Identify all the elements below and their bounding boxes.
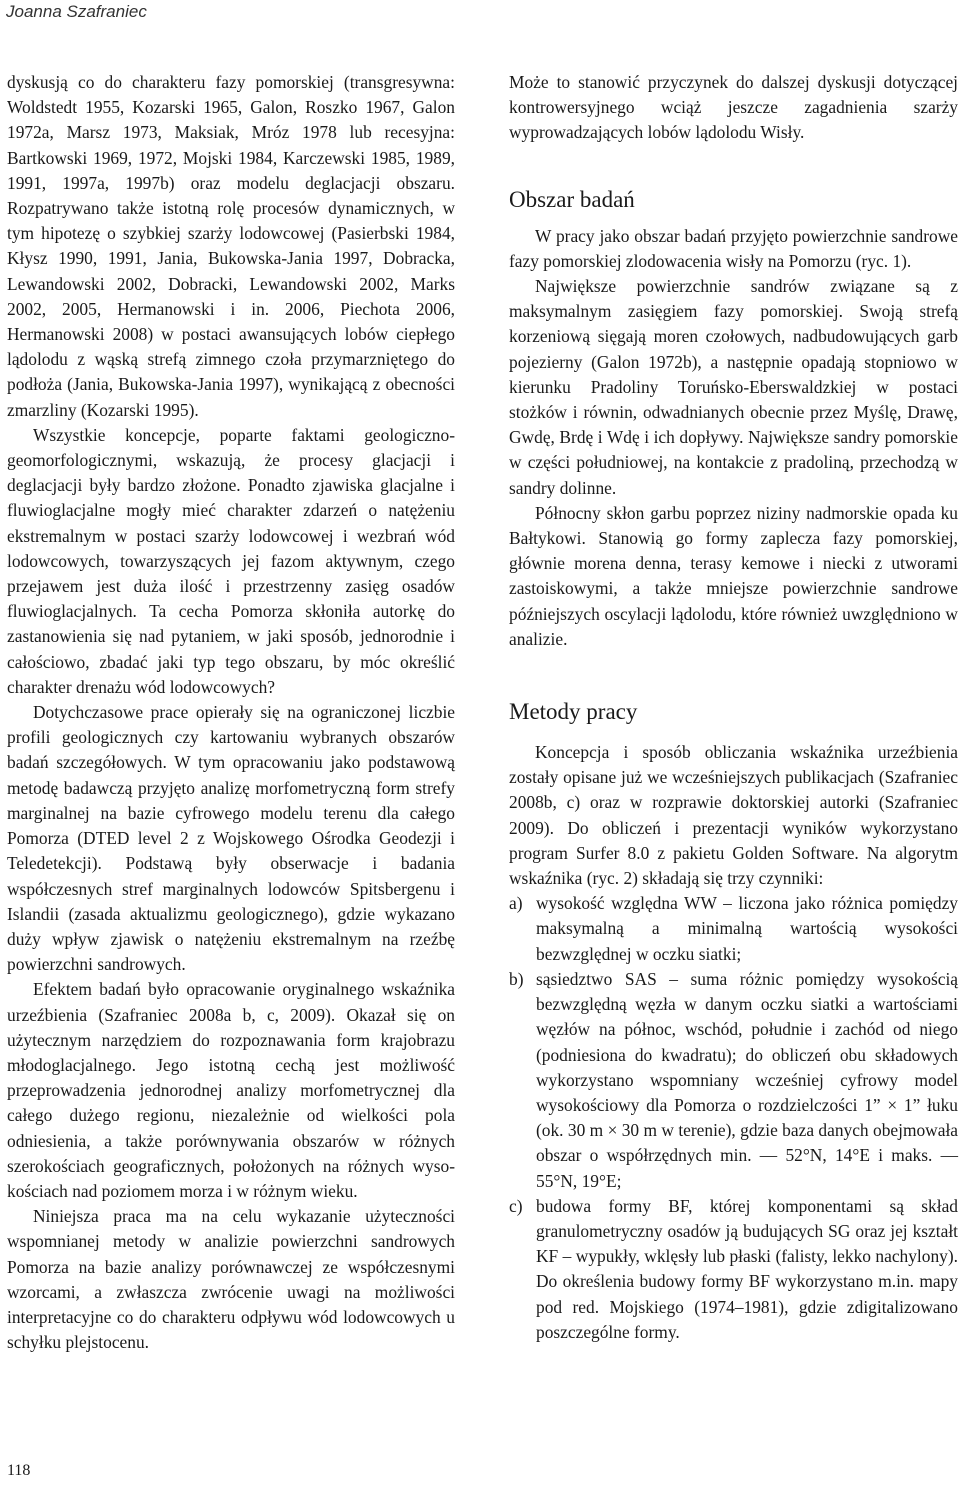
list-text: sąsiedztwo SAS – suma różnic pomiędzy wysokością bezwzględną węzła w danym oczku siatki a wartościami węzłów na północ, wschód, południe i zachód od niego (podniesiona do kwadratu); do obliczeń obu składowych wykorzystano wspomniany wcześniej cyfrowy model wysokościowy dla Pomorza o rozdzielczości 1” × 1” łuku (ok. 30 m × 30 m w terenie), gdzie baza danych obejmowała obszar o współrzędnych min. — 52°N, 14°E i maks. — 55°N, 19°E;	[536, 968, 958, 1191]
list-marker: c)	[509, 1195, 523, 1216]
running-header-author: Joanna Szafraniec	[6, 2, 147, 21]
section-heading-obszar-badan: Obszar badań	[509, 186, 635, 212]
paragraph: Północny skłon garbu poprzez niziny nadmorskie opada ku Bałtykowi. Stanowią go formy zaplecza fazy pomorskiej, głównie morena denna, terasy kemowe i niecki z utworami zastoiskowymi, a także mniejsze powierzchnie sandrowe późniejszych oscylacji lądolodu, które również uwzględniono w analizie.	[509, 502, 958, 649]
list-item	[509, 967, 958, 1194]
right-column	[509, 70, 958, 1345]
paragraph: W pracy jako obszar badań przyjęto powierzchnie sandrowe fazy pomorskiej zlodowacenia wisły na Pomorzu (ryc. 1).	[509, 225, 958, 271]
list-item	[509, 1194, 958, 1345]
paragraph: Może to stanowić przyczynek do dalszej dyskusji dotyczącej kontrowersyjnego wciąż jeszcze zagadnienia szarży wyprowadzających lobów lądolodu Wisły.	[509, 72, 958, 143]
left-column	[7, 70, 455, 1355]
paragraph: Wszystkie koncepcje, poparte faktami geologiczno-geomorfologicznymi, wskazują, że procesy glacjacji i deglacjacji były bardzo złożone. Ponadto zjawiska glacjalne i fluwioglacjalne mogły mieć charakter zdarzeń o natężeniu ekstremalnym w postaci szarży lodowcowej i wezbrań wód lodowcowych, towarzyszących jej fazom aktywnym, czego przejawem jest duża ilość i przestrzenny zasięg osadów fluwioglacjalnych. Ta cecha Pomorza skłoniła autorkę do zastanowienia się nad pytaniem, w jaki sposób, jednorodnie i całościowo, zbadać jaki typ tego obszaru, by móc określić charakter drenażu wód lodowcowych?	[7, 424, 455, 697]
paragraph: Niniejsza praca ma na celu wykazanie użyteczności wspomnianej metody w analizie powierzchni sandrowych Pomorza na bazie analizy porównawczej ze współczesnymi wzorcami, a zwłaszcza zwrócenie uwagi na możliwości interpretacyjne co do charakteru odpływu wód lodowcowych u schyłku plejstocenu.	[7, 1206, 455, 1353]
list-item	[509, 891, 958, 967]
paragraph: dyskusją co do charakteru fazy pomorskiej (transgresywna: Woldstedt 1955, Kozarski 1965, Galon, Roszko 1967, Galon 1972a, Marsz 1973, Maksiak, Mróz 1978 lub recesyjna: Bartkowski 1969, 1972, Mojski 1984, Karczewski 1985, 1989, 1991, 1997a, 1997b) oraz modelu deglacjacji obszaru. Rozpatrywano także istotną rolę procesów dynamicznych, w tym hipotezę o szybkiej szarży lodowcowej (Pasierbski 1984, Kłysz 1990, 1991, Jania, Bukowska-Jania 1997, Dobracka, Lewandowski 2002, Dobracki, Lewandowski 2002, Marks 2002, 2005, Hermanowski i in. 2006, Piechota 2006, Hermanowski 2008) w postaci awansujących lobów ciepłego lądolodu z wąską strefą zimnego czoła przymarzniętego do podłoża (Jania, Bukowska-Jania 1997), wynikającą z obecności zmarzliny (Kozarski 1995).	[7, 72, 455, 420]
page-number: 118	[7, 1462, 31, 1479]
paragraph: Efektem badań było opracowanie oryginalnego wskaźnika urzeźbienia (Szafraniec 2008a b, c, 2009). Okazał się on użytecznym narzędziem do rozpoznawania form krajobrazu młodoglacjalnego. Jego istotną cechą jest możliwość przeprowadzenia jednorodnej analizy morfometrycznej dla całego dużego regionu, niezależnie od wielkości pola odniesienia, a także porównywania obszarów w różnych szerokościach geograficznych, położonych na różnych wysokościach nad poziomem morza i w różnym wieku.	[7, 979, 455, 1201]
paragraph: Największe powierzchnie sandrów związane są z maksymalnym zasięgiem fazy pomorskiej. Swoją strefą korzeniową sięgają moren czołowych, nadbudowujących garb pojezierny (Galon 1972b), a następnie opadają stopniowo w kierunku Pradoliny Toruńsko-Eberswaldzkiej w postaci stożków i równin, odwadnianych obecnie przez Myślę, Drawę, Gwdę, Brdę i Wdę i ich dopływy. Największe sandry pomorskie w części południowej, na kontakcie z pradoliną, przechodzą w sandry dolinne.	[509, 276, 958, 498]
list-marker: b)	[509, 968, 524, 989]
factor-list	[509, 891, 958, 1345]
list-text: budowa formy BF, której komponentami są skład granulometryczny osadów ją budujących SG oraz jej kształt KF – wypukły, wklęsły lub płaski (falisty, lekko nachylony). Do określenia budowy formy BF wykorzystano m.in. mapy pod red. Mojskiego (1974–1981), gdzie zdigitalizowano poszczególne formy.	[536, 1195, 958, 1342]
paragraph: Koncepcja i sposób obliczania wskaźnika urzeźbienia zostały opisane już we wcześniejszych publikacjach (Szafraniec 2008b, c) oraz w rozprawie doktorskiej autorki (Szafraniec 2009). Do obliczeń i prezentacji wyników wykorzystano program Surfer 8.0 z pakietu Golden Software. Na algorytm wskaźnika (ryc. 2) składają się trzy czynniki:	[509, 742, 958, 889]
list-marker: a)	[509, 893, 523, 914]
section-heading-metody-pracy: Metody pracy	[509, 699, 638, 725]
paragraph: Dotychczasowe prace opierały się na ograniczonej liczbie profili geologicznych czy kartowaniu wybranych obszarów badań szczegółowych. W tym opracowaniu jako podstawową metodę badawczą przyjęto analizę morfometryczną form strefy marginalnej na bazie cyfrowego modelu terenu dla całego Pomorza (DTED level 2 z Wojskowego Ośrodka Geodezji i Teledetekcji). Podstawą były obserwacje i badania współczesnych stref marginalnych lodowców Spitsbergenu i Islandii (zasada aktualizmu geologicznego), gdzie wykazano duży wpływ zjawisk o natężeniu ekstremalnym na rzeźbę powierzchni sandrowych.	[7, 702, 455, 975]
list-text: wysokość względna WW – liczona jako różnica pomiędzy maksymalną a minimalną wartością wysokości bezwzględnej w oczku siatki;	[536, 893, 958, 964]
